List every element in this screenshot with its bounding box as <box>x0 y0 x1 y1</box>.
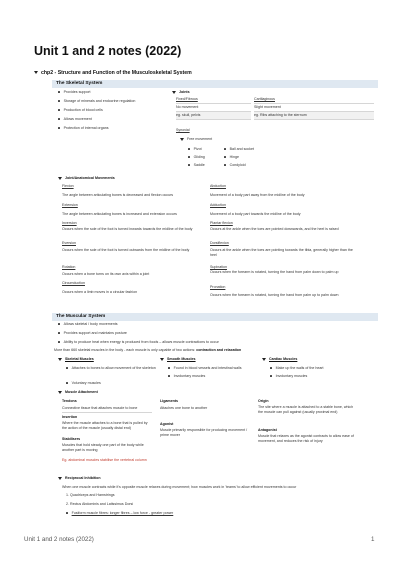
list-item: Provides support and maintains posture <box>58 331 127 336</box>
origin-desc: The site where a muscle is attached to a stable bone, which the muscle can pull against (usually proximal end) <box>258 405 354 414</box>
movement-term: Plantar flexion <box>210 221 233 225</box>
antagonist-desc: Muscle that relaxes as the agonist contracts to allow ease of movement, and reduces the risk of injury <box>258 434 354 443</box>
muscle-attachment-toggle[interactable]: Muscle Attachment <box>58 390 98 395</box>
movement-term: Extension <box>62 203 78 207</box>
antagonist-title: Antagonist <box>258 428 277 432</box>
toggle-triangle-icon[interactable] <box>58 391 62 394</box>
list-item: Make up the walls of the heart <box>270 366 324 371</box>
bullet-icon <box>168 367 170 369</box>
toggle-triangle-icon[interactable] <box>180 138 184 141</box>
bullet-icon <box>168 375 170 377</box>
chapter-title: chp2 - Structure and Function of the Musculoskeletal System <box>41 70 192 76</box>
table-cell <box>254 104 374 112</box>
toggle-triangle-icon[interactable] <box>172 91 176 94</box>
insertion-title: Insertion <box>62 415 78 419</box>
list-item: Hinge <box>224 155 239 160</box>
smooth-muscles-toggle[interactable]: Smooth Muscles <box>160 357 196 362</box>
movements-toggle[interactable]: Joint/Anatomical Movements <box>58 176 115 181</box>
list-item: Gliding <box>188 155 205 160</box>
bullet-icon <box>270 367 272 369</box>
cardiac-muscles-toggle[interactable]: Cardiac Muscles <box>262 357 297 362</box>
cart-desc: Slight movement <box>254 105 281 109</box>
ligaments-title: Ligaments <box>160 399 178 403</box>
movement-desc: Occurs at the ankle when the toes are pointed downwards, and the heel is raised <box>210 227 339 231</box>
bullet-icon <box>58 91 60 93</box>
insertion-desc: Where the muscle attaches to a bone that is pulled by the action of the muscle (usually distal end) <box>62 421 148 430</box>
movement-desc: Occurs when a bone turns on its own axis within a joint <box>62 272 150 276</box>
tendons-title: Tendons <box>62 399 77 403</box>
list-item: Condyloid <box>224 163 246 168</box>
skeletal-muscles-toggle[interactable]: Skeletal Muscles <box>58 357 94 362</box>
list-item: Allows skeletal / body movements <box>58 322 118 327</box>
bullet-icon <box>270 375 272 377</box>
movement-term: Circumduction <box>62 281 85 285</box>
movement-term: Abduction <box>210 184 226 188</box>
table-cell <box>176 112 251 120</box>
movement-desc: Occurs when the forearm is rotated, turning the hand from palm down to palm up <box>210 270 339 274</box>
movement-term: Dorsiflexion <box>210 241 229 245</box>
toggle-triangle-icon[interactable] <box>160 358 164 361</box>
reciprocal-toggle[interactable]: Reciprocal Inhibition <box>58 476 101 481</box>
list-item: Fusiform muscle fibres: longer fibres – low force - greater power <box>66 511 173 516</box>
fixed-title: Fixed/Fibrous <box>176 97 198 101</box>
toggle-triangle-icon[interactable] <box>58 358 62 361</box>
cart-title: Cartilaginous <box>254 97 275 101</box>
fixed-desc: No movement <box>176 105 199 109</box>
movement-term: Adduction <box>210 203 226 207</box>
muscle-count-text: More than 660 skeletal muscles in the body - each muscle is only capable of two actions: contraction and relaxation <box>54 348 242 352</box>
reciprocal-desc: When one muscle contracts while it's opposite muscle relaxes during movement; how muscles work in 'teams' to allow efficient movements to occur <box>62 485 297 489</box>
movement-desc: Occurs when a limb moves in a circular fashion <box>62 290 138 294</box>
table-cell <box>176 97 251 104</box>
list-item: 1. Quadriceps and Hamstrings <box>66 493 115 497</box>
toggle-triangle-icon[interactable] <box>262 358 266 361</box>
fixed-eg: eg. skull, pelvis <box>176 113 201 117</box>
bullet-icon <box>66 367 68 369</box>
movement-desc: Movement of a body part towards the midline of the body <box>210 212 301 216</box>
agonist-desc: Muscle primarily responsible for producing movement / prime mover <box>160 428 248 437</box>
cart-eg: eg. Ribs attaching to the sternum <box>254 113 307 117</box>
bullet-icon <box>58 323 60 325</box>
list-item: Allows movement <box>58 117 92 122</box>
movement-desc: Occurs when the forearm is rotated, turning the hand from palm up to palm down <box>210 293 339 297</box>
list-item: Pivot <box>188 147 202 152</box>
bullet-icon <box>58 100 60 102</box>
list-item: Provides support <box>58 90 91 95</box>
list-item: Voluntary muscles <box>66 381 101 386</box>
table-cell <box>62 405 152 413</box>
movement-term: Pronation <box>210 285 226 289</box>
list-item: Attaches to bones to allow movement of the skeleton <box>66 366 156 371</box>
list-item: Found in blood vessels and intestinal walls <box>168 366 242 371</box>
table-cell <box>176 104 251 112</box>
bullet-icon <box>66 512 68 514</box>
movement-desc: The angle between articulating bones is decreased and flexion occurs <box>62 193 174 197</box>
list-item: Involuntary muscles <box>270 374 307 379</box>
toggle-triangle-icon[interactable] <box>58 477 62 480</box>
list-item: Storage of minerals and endocrine regulation <box>58 99 135 104</box>
list-item: Ability to produce heat when energy is produced from foods – allows muscle contractions to occur <box>58 340 219 345</box>
free-movement-toggle[interactable]: Free movement <box>180 137 212 142</box>
list-item: Protection of internal organs <box>58 126 109 131</box>
ligaments-desc: Attaches one bone to another <box>160 406 208 410</box>
table-cell <box>254 97 374 104</box>
table-cell <box>254 112 374 120</box>
movement-desc: Occurs when the sole of the foot is turned inwards towards the midline of the body <box>62 227 193 231</box>
list-item: Production of blood cells <box>58 108 103 113</box>
stabilisers-desc: Muscles that hold steady one part of the body while another part is moving <box>62 443 144 452</box>
bullet-icon <box>58 127 60 129</box>
movement-term: Flexion <box>62 184 74 188</box>
joints-toggle[interactable]: Joints <box>172 90 190 95</box>
bullet-icon <box>224 164 226 166</box>
bullet-icon <box>224 148 226 150</box>
synovial-title: Synovial <box>176 128 190 132</box>
muscular-heading: The Muscular System <box>52 313 378 321</box>
movement-desc: Occurs when the sole of the foot is turned outwards from the midline of the body <box>62 248 190 252</box>
bullet-icon <box>58 341 60 343</box>
page-title: Unit 1 and 2 notes (2022) <box>34 44 182 58</box>
bullet-icon <box>224 156 226 158</box>
bullet-icon <box>188 156 190 158</box>
tendons-desc: Connective tissue that attaches muscle to bone <box>62 406 138 410</box>
list-item: Ball and socket <box>224 147 254 152</box>
toggle-triangle-icon[interactable] <box>58 177 62 180</box>
bullet-icon <box>188 148 190 150</box>
movement-term: Eversion <box>62 241 76 245</box>
movement-term: Inversion <box>62 221 77 225</box>
bullet-icon <box>58 118 60 120</box>
stabilisers-title: Stabilisers <box>62 437 81 441</box>
movement-desc: The angle between articulating bones is increased and extension occurs <box>62 212 177 216</box>
page-number: 1 <box>371 536 375 543</box>
movement-desc: Movement of a body part away from the midline of the body <box>210 193 305 197</box>
movement-term: Rotation <box>62 265 76 269</box>
stabilisers-example: Eg. abdominal muscles stabilise the vertebral column <box>62 458 147 462</box>
bullet-icon <box>58 332 60 334</box>
footer-title: Unit 1 and 2 notes (2022) <box>24 536 94 543</box>
movement-desc: Occurs at the ankle when the toes are pointing towards the tibia, generally higher than the heel <box>210 248 353 257</box>
list-item: Saddle <box>188 163 205 168</box>
list-item: 2. Rectus Abdominis and Latissimus Dorsi <box>66 502 134 506</box>
toggle-triangle-icon[interactable] <box>34 71 38 74</box>
bullet-icon <box>58 109 60 111</box>
skeletal-heading: The Skeletal System <box>52 80 378 88</box>
list-item: Involuntary muscles <box>168 374 205 379</box>
bullet-icon <box>66 382 68 384</box>
chapter-toggle[interactable] <box>34 70 192 76</box>
movement-term: Supination <box>210 265 227 269</box>
agonist-title: Agonist <box>160 422 174 426</box>
bullet-icon <box>188 164 190 166</box>
origin-title: Origin <box>258 399 269 403</box>
